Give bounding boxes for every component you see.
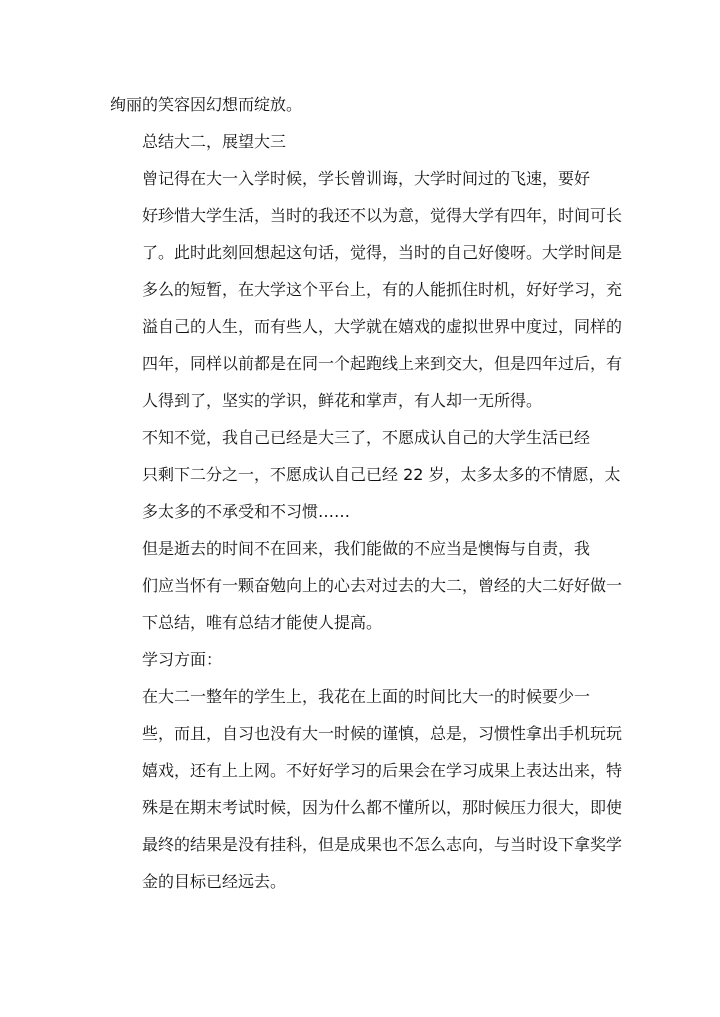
text-line: 但是逝去的时间不在回来，我们能做的不应当是懊悔与自责，我: [142, 539, 591, 558]
text-line: 好珍惜大学生活，当时的我还不以为意，觉得大学有四年，时间可长: [142, 206, 623, 225]
paragraph: [110, 160, 623, 419]
text-line: 们应当怀有一颗奋勉向上的心去对过去的大二，曾经的大二好好做一: [142, 576, 623, 595]
text-line: 溢自己的人生，而有些人，大学就在嬉戏的虚拟世界中度过，同样的: [142, 317, 623, 336]
text-line: 嬉戏，还有上上网。不好好学习的后果会在学习成果上表达出来，特: [142, 761, 623, 780]
text-line: 绚丽的笑容因幻想而绽放。: [110, 95, 303, 114]
text-line: 人得到了，坚实的学识，鲜花和掌声，有人却一无所得。: [142, 391, 543, 410]
document-body: [110, 86, 623, 900]
text-line: 多太多的不承受和不习惯……: [142, 502, 351, 521]
text-line: 殊是在期末考试时候，因为什么都不懂所以，那时候压力很大，即使: [142, 798, 623, 817]
text-line: 最终的结果是没有挂科，但是成果也不怎么志向，与当时设下拿奖学: [142, 835, 623, 854]
paragraph: [110, 641, 610, 678]
text-line: 不知不觉，我自己已经是大三了，不愿成认自己的大学生活已经: [142, 428, 591, 447]
text-line: 只剩下二分之一，不愿成认自己已经 22 岁，太多太多的不情愿，太: [142, 465, 621, 484]
text-line: 些，而且，自习也没有大一时候的谨慎，总是，习惯性拿出手机玩玩: [142, 724, 623, 743]
text-line: 在大二一整年的学生上，我花在上面的时间比大一的时候要少一: [142, 687, 591, 706]
paragraph: [110, 123, 610, 160]
text-line: 金的目标已经远去。: [142, 872, 287, 891]
text-line: 了。此时此刻回想起这句话，觉得，当时的自己好傻呀。大学时间是: [142, 243, 623, 262]
paragraph: [110, 678, 623, 900]
paragraph: [110, 530, 623, 641]
text-line: 多么的短暂，在大学这个平台上，有的人能抓住时机，好好学习，充: [142, 280, 623, 299]
text-line: 曾记得在大一入学时候，学长曾训诲，大学时间过的飞速，要好: [142, 169, 591, 188]
text-line: 学习方面：: [142, 650, 223, 669]
text-line: 四年，同样以前都是在同一个起跑线上来到交大，但是四年过后，有: [142, 354, 623, 373]
paragraph: [110, 86, 610, 123]
paragraph: [110, 419, 621, 530]
text-line: 下总结，唯有总结才能使人提高。: [142, 613, 383, 632]
text-line: 总结大二，展望大三: [142, 132, 287, 151]
